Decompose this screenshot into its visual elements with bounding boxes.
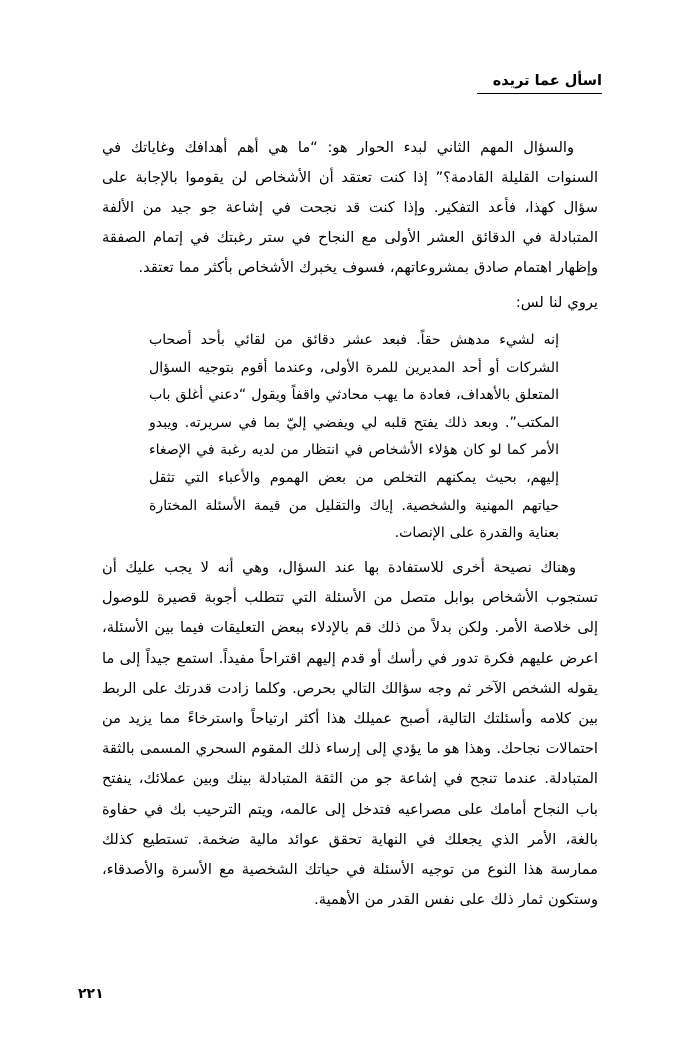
quotation-block [149,327,559,548]
page-number: ٢٢١ [78,986,104,1002]
running-head-rule [477,93,602,95]
running-head-title: اسأل عما تريده [492,73,602,89]
quotation-text: إنه لشيء مدهش حقاً. فبعد عشر دقائق من لقائي بأحد أصحاب الشركات أو أحد المديرين للمرة الأولى، وعندما أقوم بتوجيه السؤال المتعلق بالأهداف، فعادة ما يهب محادثي واقفاً ويقول “دعني أغلق باب المكتب”. وبعد ذلك يفتح قلبه لي ويفضي إليّ بما في سريرته. ويبدو الأمر كما لو كان هؤلاء الأشخاص في انتظار من لديه رغبة في الإصغاء إليهم، بحيث يمكنهم التخلص من بعض الهموم والأعباء التي تثقل حياتهم المهنية والشخصية. إياك والتقليل من قيمة الأسئلة المختارة بعناية والقدرة على الإنصات. [149,332,559,542]
lead-in-block [102,289,598,317]
paragraph-block-1 [102,133,598,283]
body-paragraph-1: والسؤال المهم الثاني لبدء الحوار هو: “ما هي أهم أهدافك وغاياتك في السنوات القليلة القادمة؟” إذا كنت تعتقد أن الأشخاص لن يقوموا بالإجابة على سؤال كهذا، فأعد التفكير. وإذا كنت قد نجحت في إشاعة جو جيد من الألفة المتبادلة في الدقائق العشر الأولى مع النجاح في ستر رغبتك في إتمام الصفقة وإظهار اهتمام صادق بمشروعاتهم، فسوف يخبرك الأشخاص بأكثر مما تعتقد. [102,139,598,276]
lead-in-line: يروي لنا لس: [515,294,598,311]
running-head [362,74,602,94]
body-paragraph-2: وهناك نصيحة أخرى للاستفادة بها عند السؤال، وهي أنه لا يجب عليك أن تستجوب الأشخاص بوابل متصل من الأسئلة التي تتطلب أجوبة قصيرة للوصول إلى خلاصة الأمر. ولكن بدلاً من ذلك قم بالإدلاء ببعض التعليقات فيما بين الأسئلة، اعرض عليهم فكرة تدور في رأسك أو قدم إليهم اقتراحاً مفيداً. استمع جيداً إلى ما يقوله الشخص الآخر ثم وجه سؤالك التالي بحرص. وكلما زادت قدرتك على الربط بين كلامه وأسئلتك التالية، أصبح عميلك هذا أكثر ارتياحاً واسترخاءً مما يزيد من احتمالات نجاحك. وهذا هو ما يؤدي إلى إرساء ذلك المقوم السحري المسمى بالثقة المتبادلة. عندما تنجح في إشاعة جو من الثقة المتبادلة بينك وبين عملائك، ينفتح باب النجاح أمامك على مصراعيه فتدخل إلى عالمه، ويتم الترحيب بك في حفاوة بالغة، الأمر الذي يجعلك في النهاية تحقق عوائد مالية ضخمة. تستطيع كذلك ممارسة هذا النوع من توجيه الأسئلة في حياتك الشخصية مع الأسرة والأصدقاء، وستكون ثمار ذلك على نفس القدر من الأهمية. [102,559,598,909]
paragraph-block-2 [102,553,598,915]
